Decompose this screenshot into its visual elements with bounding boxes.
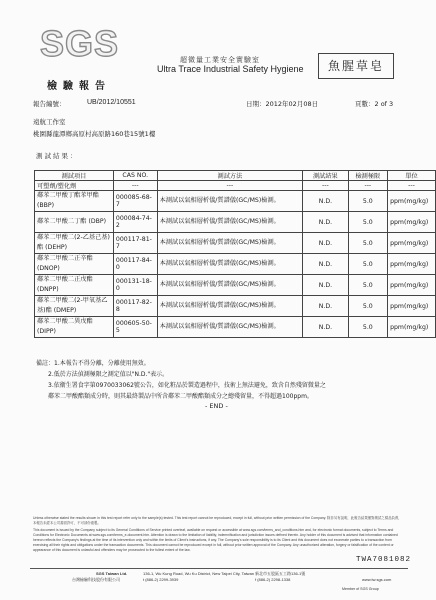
cell-result: N.D. [303,212,348,233]
header-unit: 單位 [388,171,436,181]
sgs-logo-graphic [38,20,120,62]
cell-limit: 5.0 [348,233,387,254]
cell-item: 鄰苯二甲酸二異戊酯 (DIPP) [35,317,114,338]
cell-method: 本測試以氣相層析儀/質譜儀(GC/MS)檢測。 [157,317,303,338]
sgs-group-member: Member of SGS Group [342,587,379,591]
lab-name-en: Ultra Trace Industrial Safety Hygiene [157,64,304,74]
cell-unit: --- [388,181,436,191]
report-title: 檢驗報告 [47,81,111,92]
report-no: UB/2012/10551 [87,99,136,106]
notes-block [36,358,396,402]
cell-result: N.D. [303,233,348,254]
cell-limit: 5.0 [348,254,387,275]
cell-item: 鄰苯二甲酸二(2-乙基己基)酯 (DEHP) [35,233,114,254]
cell-result: N.D. [303,191,348,212]
cell-result: N.D. [303,275,348,296]
table-row [35,212,436,233]
cell-method: 本測試以氣相層析儀/質譜儀(GC/MS)檢測。 [157,212,303,233]
results-table [34,170,436,338]
cell-method: 本測試以氣相層析儀/質譜儀(GC/MS)檢測。 [157,191,303,212]
cell-unit: ppm(mg/kg) [388,191,436,212]
cell-limit: 5.0 [348,296,387,317]
cell-method: --- [157,181,303,191]
cell-cas: 000117-84-0 [113,254,157,275]
document-ref-number: TWA7081082 [356,556,412,564]
cell-item: 鄰苯二甲酸二丁酯 (DBP) [35,212,114,233]
company-name-en: SGS Taiwan Ltd. [96,571,128,576]
lab-name-zh: 超微量工業安全實驗室 [180,56,260,64]
cell-result: N.D. [303,254,348,275]
product-stamp: 魚腥草皂 [318,53,394,79]
cell-limit: 5.0 [348,191,387,212]
report-no-label: 報告編號： [33,100,66,108]
page-label: 頁數： [355,100,375,108]
company-fax: f (886-2) 2298-1338 [255,577,291,582]
table-row [35,317,436,338]
company-name-zh: 台灣檢驗科技股份有限公司 [72,577,120,582]
cell-result: N.D. [303,296,348,317]
note-1: 備註：1.本報告不得分離，分離使用無效。 [36,360,150,367]
cell-cas: 000085-68-7 [113,191,157,212]
header-cas: CAS NO. [113,171,157,181]
table-header-row [35,171,436,181]
cell-result: N.D. [303,317,348,338]
note-3: 3.依衛生署食字第0970033062號公告，如化粧品於製造過程中，技術上無法避免，致含自然殘留微量之 [48,382,326,389]
header-limit: 檢測極限 [348,171,387,181]
table-row [35,191,436,212]
cell-item: 可塑劑/塑化劑 [35,181,114,191]
sgs-logo-text: SGS [40,23,120,62]
table-row [35,181,436,191]
cell-item: 鄰苯二甲酸二正辛酯 (DNOP) [35,254,114,275]
page-count [355,99,393,108]
cell-method: 本測試以氣相層析儀/質譜儀(GC/MS)檢測。 [157,296,303,317]
company-address-zh: 新北市五股區五工路136-1號 [255,571,306,576]
note-2: 2.低於方法偵測極限之測定值以"N.D."表示。 [48,371,169,378]
cell-cas: 000084-74-2 [113,212,157,233]
company-address-en: 136-1, Wu Kung Road, Wu Ku District, New Taipei City, Taiwan [143,571,255,576]
header-item: 測試項目 [35,171,114,181]
cell-cas: 000131-18-0 [113,275,157,296]
company-tel: t (886-2) 2299-3939 [143,577,179,582]
client-name: 遠航工作室 [33,118,66,126]
table-row [35,254,436,275]
client-address: 桃園縣龍潭鄉高原村高原路160巷15號1樓 [33,130,156,138]
table-row [35,275,436,296]
cell-cas: 000117-82-8 [113,296,157,317]
table-row [35,233,436,254]
table-row [35,296,436,317]
header-result: 測試結果 [303,171,348,181]
cell-limit: 5.0 [348,212,387,233]
date-value: 2012年02月08日 [265,100,319,108]
disclaimer-conditions: This document is issued by the Company subject to its General Conditions of Service printed overleaf, available on request or accessible at www.sgs.com/terms_and_conditions.htm and, for electronic format documents, subject to Terms and Conditions for Electronic Documents at www.sgs.com/terms_e-document.htm. Attention is drawn to the limitation of liability, indemnification and jurisdiction issues defined therein. Any holder of this document is advised that information contained hereon reflects the Company's findings at the time of its intervention only and within the limits of Client's instructions, if any. The Company's sole responsibility is to its Client and this document does not exonerate parties to a transaction from exercising all their rights and obligations under the transaction documents. This document cannot be reproduced except in full, without prior written approval of the Company. Any unauthorized alteration, forgery or falsification of the content or appearance of this document is unlawful and offenders may be prosecuted to the fullest extent of the law. [33,528,398,552]
report-date [246,99,318,108]
cell-cas: --- [113,181,157,191]
cell-cas: 000117-81-7 [113,233,157,254]
cell-limit: --- [348,181,387,191]
cell-item: 鄰苯二甲酸二正戊酯 (DNPP) [35,275,114,296]
cell-limit: 5.0 [348,317,387,338]
cell-unit: ppm(mg/kg) [388,296,436,317]
date-label: 日期： [246,100,266,108]
results-section-label: 測試結果： [36,152,79,160]
sgs-logo [38,20,118,64]
cell-method: 本測試以氣相層析儀/質譜儀(GC/MS)檢測。 [157,254,303,275]
cell-unit: ppm(mg/kg) [388,317,436,338]
company-website: www.tw.sgs.com [362,577,392,582]
cell-cas: 000605-50-5 [113,317,157,338]
cell-result: --- [303,181,348,191]
header-method: 測試方法 [157,171,303,181]
cell-item: 鄰苯二甲酸丁酯苯甲酯 (BBP) [35,191,114,212]
cell-method: 本測試以氣相層析儀/質譜儀(GC/MS)檢測。 [157,233,303,254]
cell-method: 本測試以氣相層析儀/質譜儀(GC/MS)檢測。 [157,275,303,296]
cell-unit: ppm(mg/kg) [388,233,436,254]
cell-unit: ppm(mg/kg) [388,254,436,275]
disclaimer-results: Unless otherwise stated the results shown in this test report refer only to the sample(s) tested. This test report cannot be reproduced, except in full, without prior written permission of the Company. 除非另有說明，此報告結果僅對測試之樣品負責，本報告未經本公司書面許可，不可部份複製。 [33,516,402,525]
cell-item: 鄰苯二甲酸二(2-甲氧基乙基)酯 (DMEP) [35,296,114,317]
note-3-cont: 鄰苯二甲酸酯類成分時，則其最終製品中所含鄰苯二甲酸酯類成分之總殘留量，不得超過100ppm。 [48,393,313,400]
cell-unit: ppm(mg/kg) [388,212,436,233]
cell-limit: 5.0 [348,275,387,296]
footer-divider [30,568,408,569]
cell-unit: ppm(mg/kg) [388,275,436,296]
end-mark: - END - [205,402,228,410]
page-value: 2 of 3 [374,100,394,108]
